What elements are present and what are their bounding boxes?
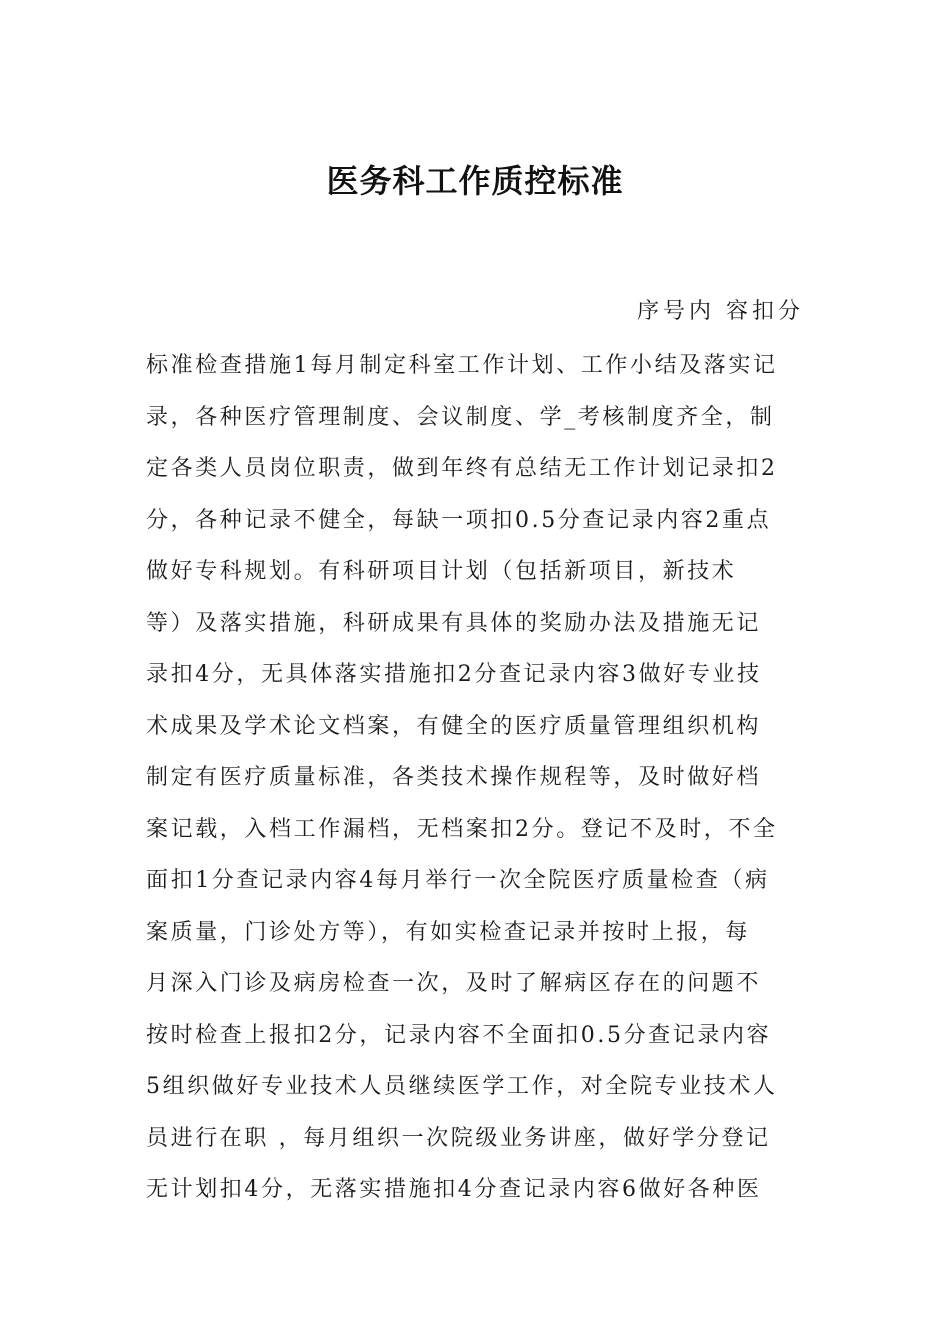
text-line: 录扣4分，无具体落实措施扣2分查记录内容3做好专业技	[146, 662, 762, 687]
text-line: 面扣1分查记录内容4每月举行一次全院医疗质量检查（病	[146, 868, 770, 893]
text-line: 5组织做好专业技术人员继续医学工作，对全院专业技术人	[146, 1074, 778, 1099]
text-line: 等）及落实措施，科研成果有具体的奖励办法及措施无记	[146, 610, 762, 636]
text-line: 员进行在职 ，每月组织一次院级业务讲座，做好学分登记	[146, 1125, 771, 1151]
text-line: 无计划扣4分，无落实措施扣4分查记录内容6做好各种医	[146, 1177, 762, 1202]
text-line: 月深入门诊及病房检查一次，及时了解病区存在的问题不	[146, 971, 762, 996]
text-line: 做好专科规划。有科研项目计划（包括新项目，新技术	[146, 559, 737, 584]
text-line: 标准检查措施1每月制定科室工作计划、工作小结及落实记	[146, 353, 778, 378]
text-line: 录，各种医疗管理制度、会议制度、学_考核制度齐全，制	[146, 404, 775, 430]
text-line: 定各类人员岗位职责，做到年终有总结无工作计划记录扣2	[146, 456, 778, 481]
text-line: 按时检查上报扣2分，记录内容不全面扣0.5分查记录内容	[146, 1022, 772, 1048]
text-line: 案记载，入档工作漏档，无档案扣2分。登记不及时，不全	[146, 816, 778, 842]
body-text	[146, 340, 806, 1216]
text-line: 案质量，门诊处方等），有如实检查记录并按时上报，每	[146, 919, 751, 945]
text-line: 制定有医疗质量标准，各类技术操作规程等，及时做好档	[146, 765, 762, 790]
table-header-line: 序号内 容扣分	[637, 299, 804, 324]
document-title: 医务科工作质控标准	[326, 162, 624, 200]
text-line: 分，各种记录不健全，每缺一项扣0.5分查记录内容2重点	[146, 507, 772, 533]
text-line: 术成果及学术论文档案，有健全的医疗质量管理组织机构	[146, 713, 762, 739]
